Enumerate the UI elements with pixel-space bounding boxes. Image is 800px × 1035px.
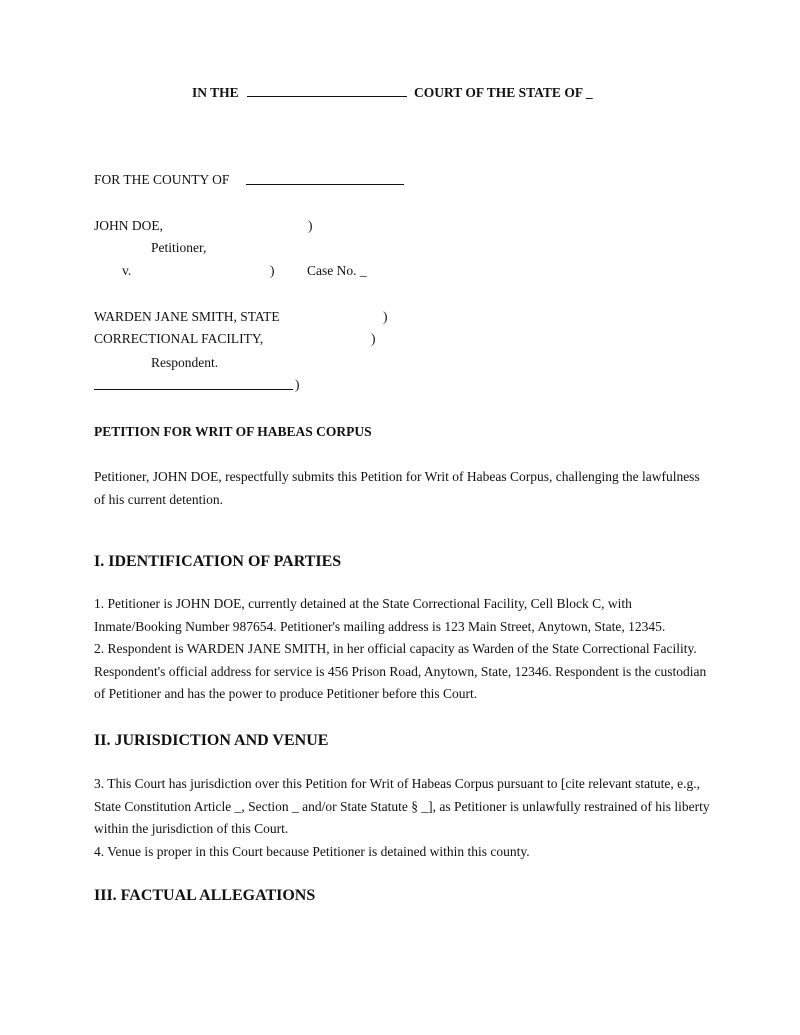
county-label: FOR THE COUNTY OF	[94, 172, 230, 187]
numbered-paragraph: 3. This Court has jurisdiction over this Petition for Writ of Habeas Corpus pursuant to [cite relevant statute, e.g., State Constitution Article _, Section _ and/or State Statute § _], as Petitioner is unlawfully restrained of his liberty within the jurisdiction of this Court.	[94, 776, 710, 836]
section-body	[94, 773, 714, 863]
petitioner-name: JOHN DOE,	[94, 218, 163, 233]
case-number: Case No. _	[307, 263, 367, 278]
court-line-suffix: COURT OF THE STATE OF _	[414, 85, 593, 100]
intro-text: Petitioner, JOHN DOE, respectfully submits this Petition for Writ of Habeas Corpus, challenging the lawfulness of his current detention.	[94, 469, 700, 507]
numbered-paragraph: 1. Petitioner is JOHN DOE, currently detained at the State Correctional Facility, Cell Block C, with Inmate/Booking Number 987654. Petitioner's mailing address is 123 Main Street, Anytown, State, 12345.	[94, 596, 666, 634]
court-name-blank	[247, 96, 407, 97]
intro-paragraph	[94, 466, 714, 511]
versus-label: v.	[122, 263, 132, 278]
numbered-paragraph: 2. Respondent is WARDEN JANE SMITH, in her official capacity as Warden of the State Correctional Facility. Respondent's official address for service is 456 Prison Road, Anytown, State, 12346. Respondent is the custodian of Petitioner and has the power to produce Petitioner before this Court.	[94, 641, 707, 701]
caption-paren: )	[295, 377, 300, 392]
respondent-role: Respondent.	[151, 355, 219, 370]
numbered-paragraph: 4. Venue is proper in this Court because Petitioner is detained within this county.	[94, 843, 530, 859]
caption-paren: )	[308, 218, 313, 233]
respondent-name-line1: WARDEN JANE SMITH, STATE	[94, 309, 280, 324]
section-body	[94, 593, 714, 706]
section-heading: I. IDENTIFICATION OF PARTIES	[94, 553, 342, 570]
respondent-name-line2: CORRECTIONAL FACILITY,	[94, 331, 264, 346]
caption-paren: )	[371, 331, 376, 346]
section-heading: III. FACTUAL ALLEGATIONS	[94, 887, 316, 904]
petitioner-role: Petitioner,	[151, 240, 207, 255]
caption-paren: )	[383, 309, 388, 324]
county-blank	[246, 184, 404, 185]
section-heading: II. JURISDICTION AND VENUE	[94, 732, 329, 749]
caption-closing-rule	[94, 389, 293, 390]
court-line-prefix: IN THE	[192, 85, 239, 100]
caption-paren: )	[270, 263, 275, 278]
document-title: PETITION FOR WRIT OF HABEAS CORPUS	[94, 424, 372, 439]
